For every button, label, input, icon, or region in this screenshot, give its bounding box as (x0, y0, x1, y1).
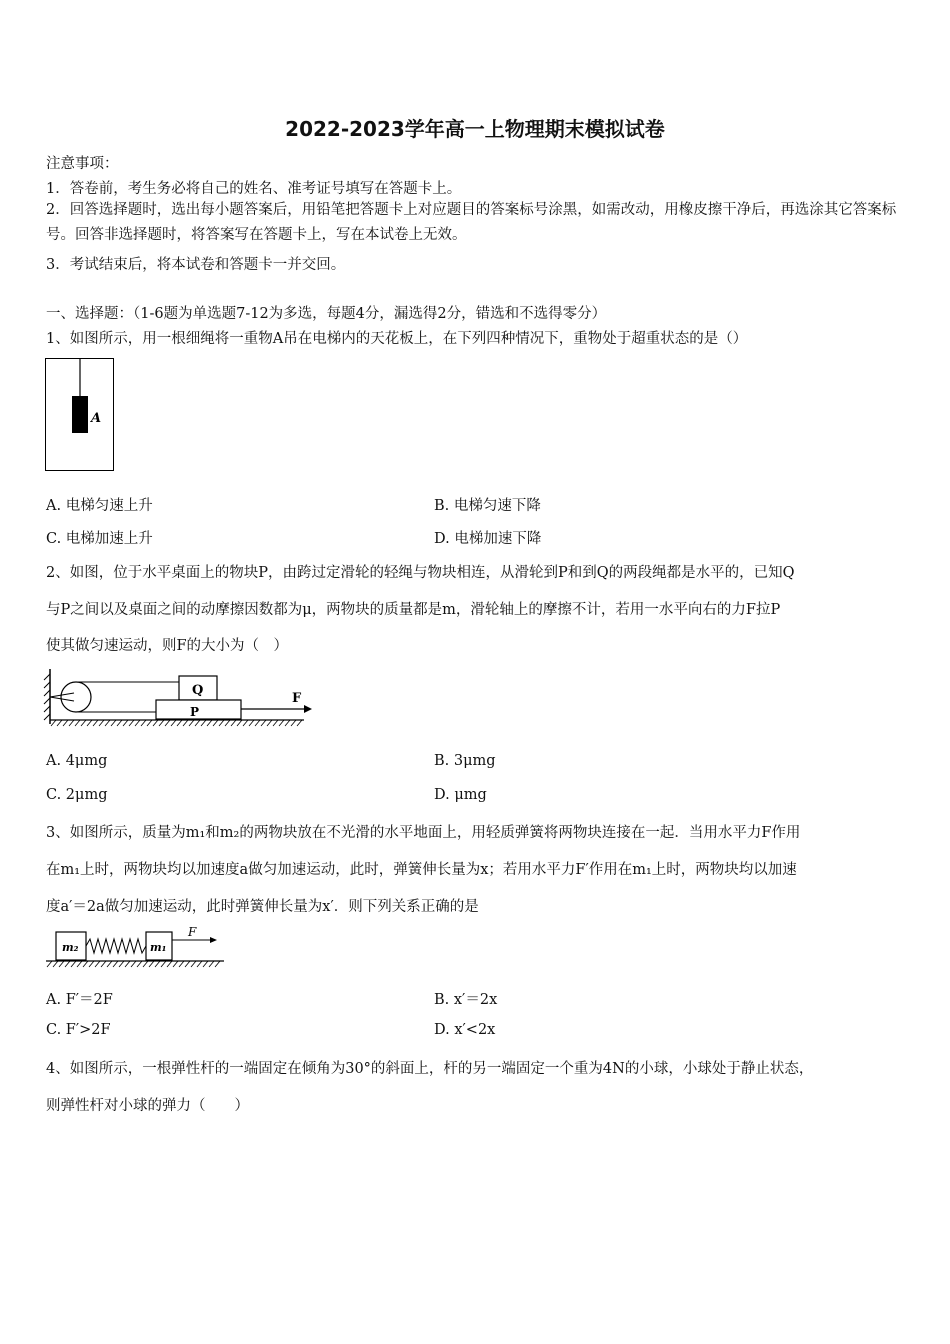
question-2-line-3: 使其做匀速运动，则F的大小为（ ） (46, 638, 289, 654)
block-p-label: P (190, 705, 200, 719)
elevator-figure (45, 358, 115, 472)
block-q-label: Q (192, 683, 204, 698)
question-2-line-2: 与P之间以及桌面之间的动摩擦因数都为μ，两物块的质量都是m，滑轮轴上的摩擦不计，若用一水平向右的力F拉P (46, 602, 781, 618)
notice-item-2: 2．回答选择题时，选出每小题答案后，用铅笔把答题卡上对应题目的答案标号涂黑，如需改动，用橡皮擦干净后，再选涂其它答案标号。回答非选择题时，将答案写在答题卡上，写在本试卷上无效。 (46, 202, 897, 243)
q1-option-d: D. 电梯加速下降 (434, 531, 542, 547)
question-3-line-3: 度a′＝2a做匀加速运动，此时弹簧伸长量为x′．则下列关系正确的是 (46, 899, 479, 915)
question-3-line-2: 在m₁上时，两物块均以加速度a做匀加速运动，此时，弹簧伸长量为x；若用水平力F′作用在m₁上时，两物块均以加速 (46, 862, 797, 878)
q3-option-a: A. F′＝2F (46, 992, 113, 1008)
question-2-line-1: 2、如图，位于水平桌面上的物块P，由跨过定滑轮的轻绳与物块相连，从滑轮到P和到Q的两段绳都是水平的，已知Q (46, 565, 795, 581)
weight-label: A (91, 411, 102, 426)
m1-label: m₁ (150, 941, 167, 954)
q1-option-c: C. 电梯加速上升 (46, 531, 153, 547)
q1-option-b: B. 电梯匀速下降 (434, 498, 541, 514)
page-title: 2022-2023学年高一上物理期末模拟试卷 (285, 117, 665, 141)
notice-heading: 注意事项： (46, 156, 119, 172)
q1-option-a: A. 电梯匀速上升 (46, 498, 153, 514)
q2-option-a: A. 4μmg (46, 753, 108, 769)
force-f-label: F (188, 926, 197, 939)
q3-option-c: C. F′>2F (46, 1022, 111, 1038)
question-3-line-1: 3、如图所示，质量为m₁和m₂的两物块放在不光滑的水平地面上，用轻质弹簧将两物块连接在一起．当用水平力F作用 (46, 825, 801, 841)
section-heading: 一、选择题：（1-6题为单选题7-12为多选，每题4分，漏选得2分，错选和不选得零分） (46, 306, 607, 322)
m2-label: m₂ (62, 941, 79, 954)
q2-option-d: D. μmg (434, 787, 487, 803)
spring-figure (46, 926, 226, 972)
q2-option-c: C. 2μmg (46, 787, 108, 803)
question-4-line-2: 则弹性杆对小球的弹力（ ） (46, 1098, 249, 1114)
q2-option-b: B. 3μmg (434, 753, 496, 769)
force-label: F (292, 691, 302, 706)
question-1-text: 1、如图所示，用一根细绳将一重物A吊在电梯内的天花板上，在下列四种情况下，重物处于超重状态的是（） (46, 331, 748, 347)
q3-option-d: D. x′<2x (434, 1022, 496, 1038)
q3-option-b: B. x′＝2x (434, 992, 498, 1008)
question-4-line-1: 4、如图所示，一根弹性杆的一端固定在倾角为30°的斜面上，杆的另一端固定一个重为4N的小球，小球处于静止状态， (46, 1061, 814, 1077)
notice-item-3: 3．考试结束后，将本试卷和答题卡一并交回。 (46, 257, 346, 273)
notice-item-1: 1．答卷前，考生务必将自己的姓名、准考证号填写在答题卡上。 (46, 181, 462, 197)
pulley-figure (42, 664, 312, 734)
